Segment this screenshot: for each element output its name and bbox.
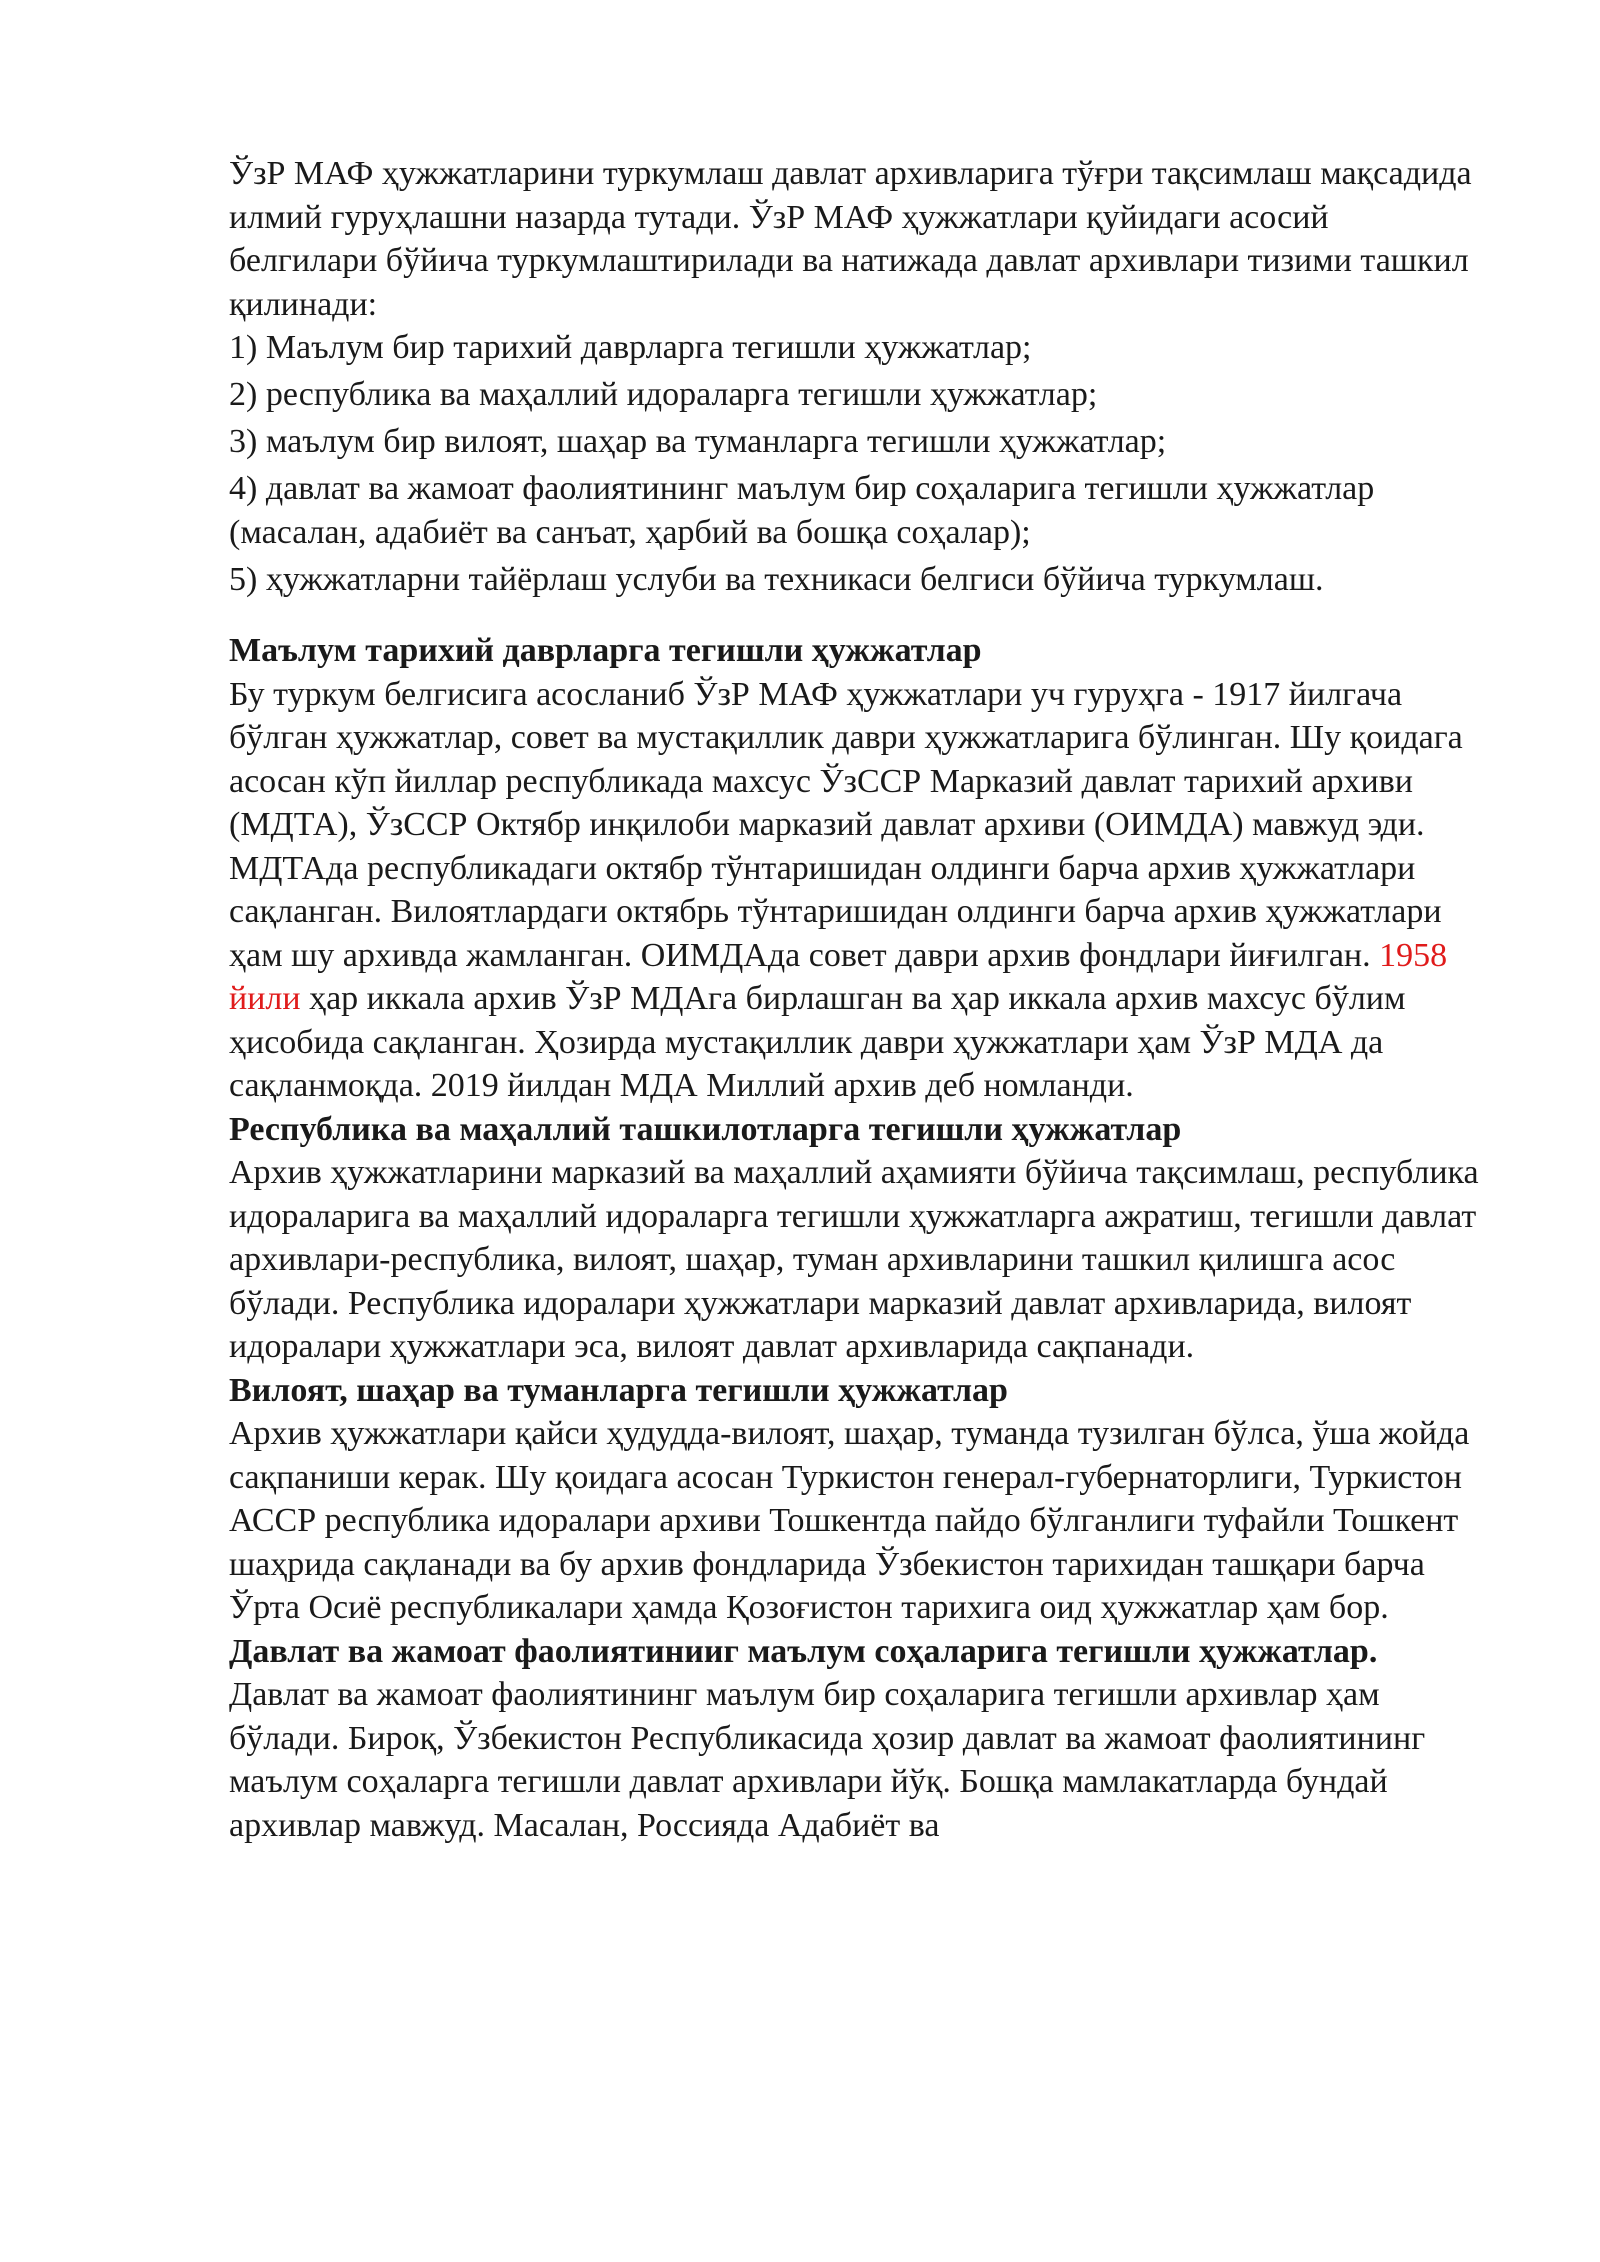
list-item: 5) ҳужжатларни тайёрлаш услуби ва техникаси белгиси бўйича туркумлаш. — [229, 560, 1324, 598]
intro-paragraph: ЎзР МАФ ҳужжатларини туркумлаш давлат архивларига тўғри тақсимлаш мақсадида илмий гуруҳлашни назарда тутади. ЎзР МАФ ҳужжатлари қуйидаги асосий белгилари бўйича туркумлаштирилади ва натижада давлат архивлари тизими ташкил қилинади: — [229, 155, 1472, 323]
list-item: 3) маълум бир вилоят, шаҳар ва туманларга тегишли ҳужжатлар; — [229, 423, 1167, 460]
section-paragraph-historical-periods — [229, 673, 1479, 1108]
section-paragraph-activity-spheres: Давлат ва жамоат фаолиятининг маълум бир соҳаларига тегишли архивлар ҳам бўлади. Бироқ, Ўзбекистон Республикасида ҳозир давлат ва жамоат фаолиятининг маълум соҳаларга тегишли давлат архивлари йўқ. Бошқа мамлакатларда бундай архивлар мавжуд. Масалан, Россияда Адабиёт ва — [229, 1676, 1426, 1844]
section-heading-historical-periods: Маълум тарихий даврларга тегишли ҳужжатлар — [229, 632, 982, 669]
paragraph-text: Бу туркум белгисига асосланиб ЎзР МАФ ҳужжатлари уч гуруҳга - 1917 йилгача бўлган ҳужжатлар, совет ва мустақиллик даври ҳужжатларига бўлинган. Шу қоидага асосан кўп йиллар республикада махсус ЎзССР Марказий давлат тарихий архиви (МДТА), ЎзССР Октябр инқилоби марказий давлат архиви (ОИМДА) мавжуд эди. МДТАда республикадаги октябр тўнтаришидан олдинги барча архив ҳужжатлари сақланган. Вилоятлардаги октябрь тўнтаришидан олдинги барча архив ҳужжатлари ҳам шу архивда жамланган. ОИМДАда совет даври архив фондлари йиғилган. — [229, 675, 1463, 974]
criteria-list — [229, 326, 1479, 601]
section-paragraph-regions: Архив ҳужжатлари қайси ҳудудда-вилоят, шаҳар, туманда тузилган бўлса, ўша жойда сақпаниши керак. Шу қоидага асосан Туркистон генерал-губернаторлиги, Туркистон АССР республика идоралари архиви Тошкентда пайдо бўлганлиги туфайли Тошкент шаҳрида сақланади ва бу архив фондларида Ўзбекистон тарихидан ташқари барча Ўрта Осиё республикалари ҳамда Қозоғистон тарихига оид ҳужжатлар ҳам бор. — [229, 1415, 1470, 1626]
paragraph-text: ҳар иккала архив ЎзР МДАга бирлашган ва ҳар иккала архив махсус бўлим ҳисобида сақланган. Ҳозирда мустақиллик даври ҳужжатлари ҳам ЎзР МДА да сақланмоқда. 2019 йилдан МДА Миллий архив деб номланди. — [229, 980, 1406, 1104]
section-heading-activity-spheres: Давлат ва жамоат фаолиятинииг маълум соҳаларига тегишли ҳужжатлар. — [229, 1632, 1378, 1670]
list-item: 4) давлат ва жамоат фаолиятининг маълум бир соҳаларига тегишли ҳужжатлар (масалан, адабиёт ва санъат, ҳарбий ва бошқа соҳалар); — [229, 470, 1375, 551]
highlighted-year: 1958 йили — [229, 936, 1448, 1017]
list-item: 2) республика ва маҳаллий идораларга тегишли ҳужжатлар; — [229, 376, 1098, 413]
list-item: 1) Маълум бир тарихий даврларга тегишли ҳужжатлар; — [229, 329, 1032, 366]
section-paragraph-republic-local: Архив ҳужжатларини марказий ва маҳаллий аҳамияти бўйича тақсимлаш, республика идораларига ва маҳаллий идораларга тегишли ҳужжатларга ажратиш, тегишли давлат архивлари-республика, вилоят, шаҳар, туман архивларини ташкил қилишга асос бўлади. Республика идоралари ҳужжатлари марказий давлат архивларида, вилоят идоралари ҳужжатлари эса, вилоят давлат архивларида сақпанади. — [229, 1154, 1479, 1365]
section-heading-regions: Вилоят, шаҳар ва туманларга тегишли ҳужжатлар — [229, 1371, 1008, 1409]
document-page — [229, 152, 1479, 1847]
section-heading-republic-local: Республика ва маҳаллий ташкилотларга тегишли ҳужжатлар — [229, 1110, 1182, 1148]
